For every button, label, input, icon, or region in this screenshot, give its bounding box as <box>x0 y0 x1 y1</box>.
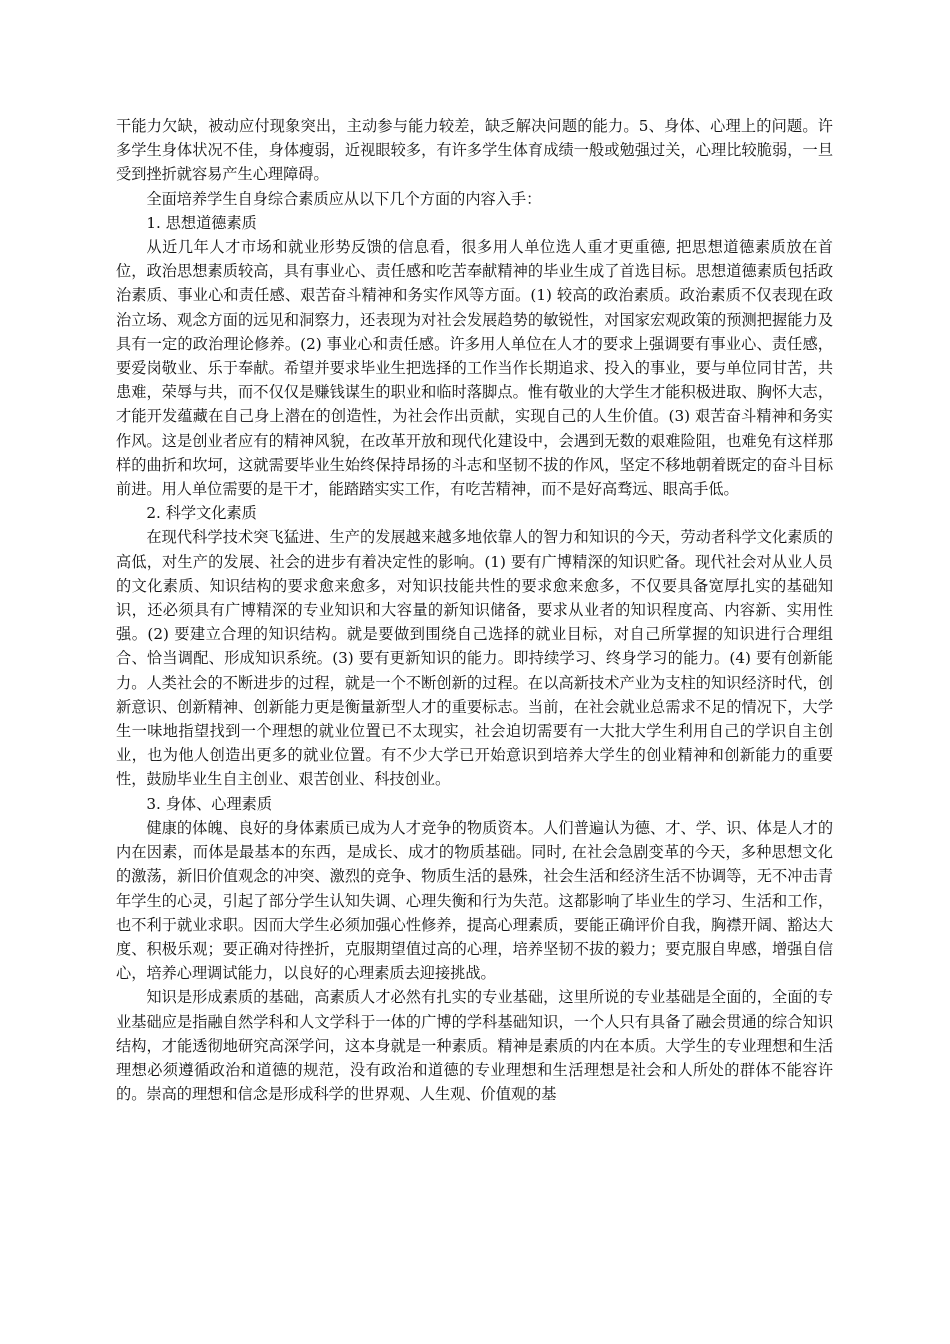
paragraph-continued: 干能力欠缺，被动应付现象突出，主动参与能力较差，缺乏解决问题的能力。5、身体、心理上的问题。许多学生身体状况不佳，身体瘦弱，近视眼较多，有许多学生体育成绩一般或勉强过关，心理比较脆弱，一旦受到挫折就容易产生心理障碍。 <box>116 117 833 184</box>
paragraph-intro: 全面培养学生自身综合素质应从以下几个方面的内容入手： <box>146 189 542 208</box>
section-heading-moral: 1. 思想道德素质 <box>146 213 257 232</box>
paragraph-knowledge: 知识是形成素质的基础，高素质人才必然有扎实的专业基础，这里所说的专业基础是全面的，全面的专业基础应是指融自然学科和人文学科于一体的广博的学科基础知识，一个人只有具备了融会贯通的综合知识结构，才能透彻地研究高深学问，这本身就是一种素质。精神是素质的内在本质。大学生的专业理想和生活理想必须遵循政治和道德的规范，没有政治和道德的专业理想和生活理想是社会和人所处的群体不能容许的。崇高的理想和信念是形成科学的世界观、人生观、价值观的基 <box>116 988 833 1104</box>
document-page <box>116 114 833 1106</box>
paragraph-physical: 健康的体魄、良好的身体素质已成为人才竞争的物质资本。人们普遍认为德、才、学、识、体是人才的内在因素，而体是最基本的东西，是成长、成才的物质基础。同时, 在社会急剧变革的今天，多种思想文化的激荡，新旧价值观念的冲突、激烈的竞争、物质生活的悬殊，社会生活和经济生活不协调等，无不冲击青年学生的心灵，引起了部分学生认知失调、心理失衡和行为失范。这都影响了毕业生的学习、生活和工作，也不利于就业求职。因而大学生必须加强心性修养，提高心理素质，要能正确评价自我，胸襟开阔、豁达大度、积极乐观；要正确对待挫折，克服期望值过高的心理，培养坚韧不拔的毅力；要克服自卑感，增强自信心，培养心理调试能力，以良好的心理素质去迎接挑战。 <box>116 818 833 983</box>
section-heading-physical: 3. 身体、心理素质 <box>146 794 273 813</box>
paragraph-moral: 从近几年人才市场和就业形势反馈的信息看，很多用人单位选人重才更重德, 把思想道德素质放在首位，政治思想素质较高，具有事业心、责任感和吃苦奉献精神的毕业生成了首选目标。思想道德素质包括政治素质、事业心和责任感、艰苦奋斗精神和务实作风等方面。(1) 较高的政治素质。政治素质不仅表现在政治立场、观念方面的远见和洞察力，还表现为对社会发展趋势的敏锐性，对国家宏观政策的预测把握能力及具有一定的政治理论修养。(2) 事业心和责任感。许多用人单位在人才的要求上强调要有事业心、责任感，要爱岗敬业、乐于奉献。希望并要求毕业生把选择的工作当作长期追求、投入的事业，要与单位同甘苦，共患难，荣辱与共，而不仅仅是赚钱谋生的职业和临时落脚点。惟有敬业的大学生才能积极进取、胸怀大志，才能开发蕴藏在自己身上潜在的创造性，为社会作出贡献，实现自己的人生价值。(3) 艰苦奋斗精神和务实作风。这是创业者应有的精神风貌，在改革开放和现代化建设中，会遇到无数的艰难险阻，也难免有这样那样的曲折和坎坷，这就需要毕业生始终保持昂扬的斗志和坚韧不拔的作风，坚定不移地朝着既定的奋斗目标前进。用人单位需要的是干才，能踏踏实实工作，有吃苦精神，而不是好高骛远、眼高手低。 <box>116 238 833 499</box>
section-heading-science: 2. 科学文化素质 <box>146 504 257 523</box>
paragraph-science: 在现代科学技术突飞猛进、生产的发展越来越多地依靠人的智力和知识的今天，劳动者科学文化素质的高低，对生产的发展、社会的进步有着决定性的影响。(1) 要有广博精深的知识贮备。现代社会对从业人员的文化素质、知识结构的要求愈来愈多，对知识技能共性的要求愈来愈多，不仅要具备宽厚扎实的基础知识，还必须具有广博精深的专业知识和大容量的新知识储备，要求从业者的知识程度高、内容新、实用性强。(2) 要建立合理的知识结构。就是要做到围绕自己选择的就业目标，对自己所掌握的知识进行合理组合、恰当调配、形成知识系统。(3) 要有更新知识的能力。即持续学习、终身学习的能力。(4) 要有创新能力。人类社会的不断进步的过程，就是一个不断创新的过程。在以高新技术产业为支柱的知识经济时代，创新意识、创新精神、创新能力更是衡量新型人才的重要标志。当前，在社会就业总需求不足的情况下，大学生一味地指望找到一个理想的就业位置已不太现实，社会迫切需要有一大批大学生利用自己的学识自主创业，也为他人创造出更多的就业位置。有不少大学已开始意识到培养大学生的创业精神和创新能力的重要性，鼓励毕业生自主创业、艰苦创业、科技创业。 <box>116 528 833 789</box>
